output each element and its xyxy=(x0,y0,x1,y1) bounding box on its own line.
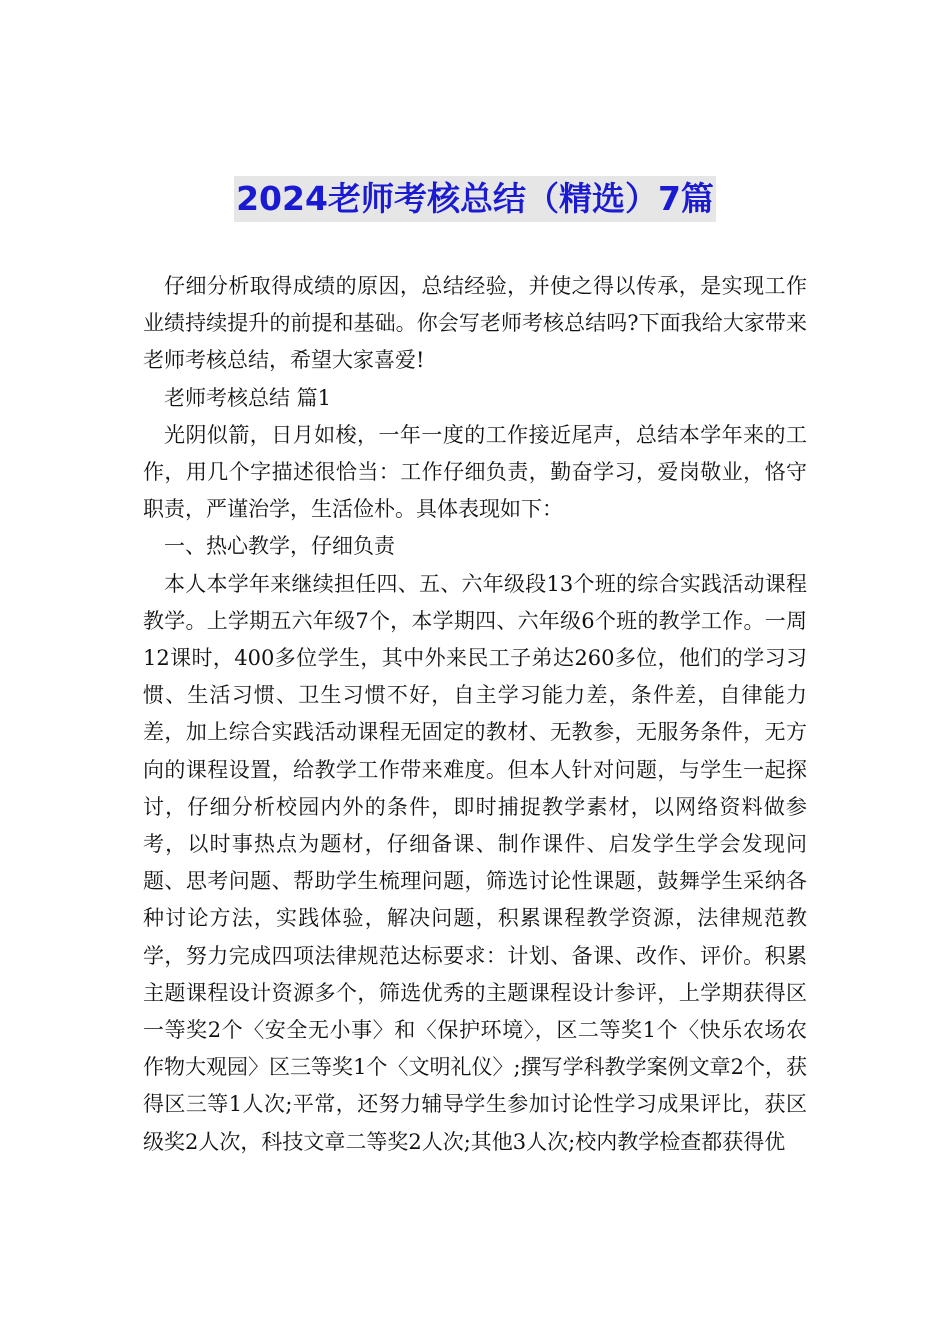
document-body xyxy=(143,268,807,1161)
subheading-1: 一、热心教学，仔细负责 xyxy=(164,534,395,559)
title-container xyxy=(0,176,950,222)
section-heading-1: 老师考核总结 篇1 xyxy=(164,385,332,410)
intro-paragraph: 仔细分析取得成绩的原因，总结经验，并使之得以传承，是实现工作业绩持续提升的前提和基础。你会写老师考核总结吗?下面我给大家带来老师考核总结，希望大家喜爱! xyxy=(143,274,807,373)
document-title: 2024老师考核总结（精选）7篇 xyxy=(234,176,716,222)
body-paragraph: 本人本学年来继续担任四、五、六年级段13个班的综合实践活动课程教学。上学期五六年级7个，本学期四、六年级6个班的教学工作。一周12课时，400多位学生，其中外来民工子弟达260多位，他们的学习习惯、生活习惯、卫生习惯不好，自主学习能力差，条件差，自律能力差，加上综合实践活动课程无固定的教材、无教参，无服务条件，无方向的课程设置，给教学工作带来难度。但本人针对问题，与学生一起探讨，仔细分析校园内外的条件，即时捕捉教学素材，以网络资料做参考，以时事热点为题材，仔细备课、制作课件、启发学生学会发现问题、思考问题、帮助学生梳理问题，筛选讨论性课题，鼓舞学生采纳各种讨论方法，实践体验，解决问题，积累课程教学资源，法律规范教学，努力完成四项法律规范达标要求：计划、备课、改作、评价。积累主题课程设计资源多个，筛选优秀的主题课程设计参评，上学期获得区一等奖2个〈安全无小事〉和〈保护环境〉，区二等奖1个〈快乐农场农作物大观园〉区三等奖1个〈文明礼仪〉;撰写学科教学案例文章2个，获得区三等1人次;平常，还努力辅导学生参加讨论性学习成果评比，获区级奖2人次，科技文章二等奖2人次;其他3人次;校内教学检查都获得优 xyxy=(143,571,807,1154)
body-paragraph: 光阴似箭，日月如梭，一年一度的工作接近尾声，总结本学年来的工作，用几个字描述很恰当：工作仔细负责，勤奋学习，爱岗敬业，恪守职责，严谨治学，生活俭朴。具体表现如下： xyxy=(143,422,807,522)
